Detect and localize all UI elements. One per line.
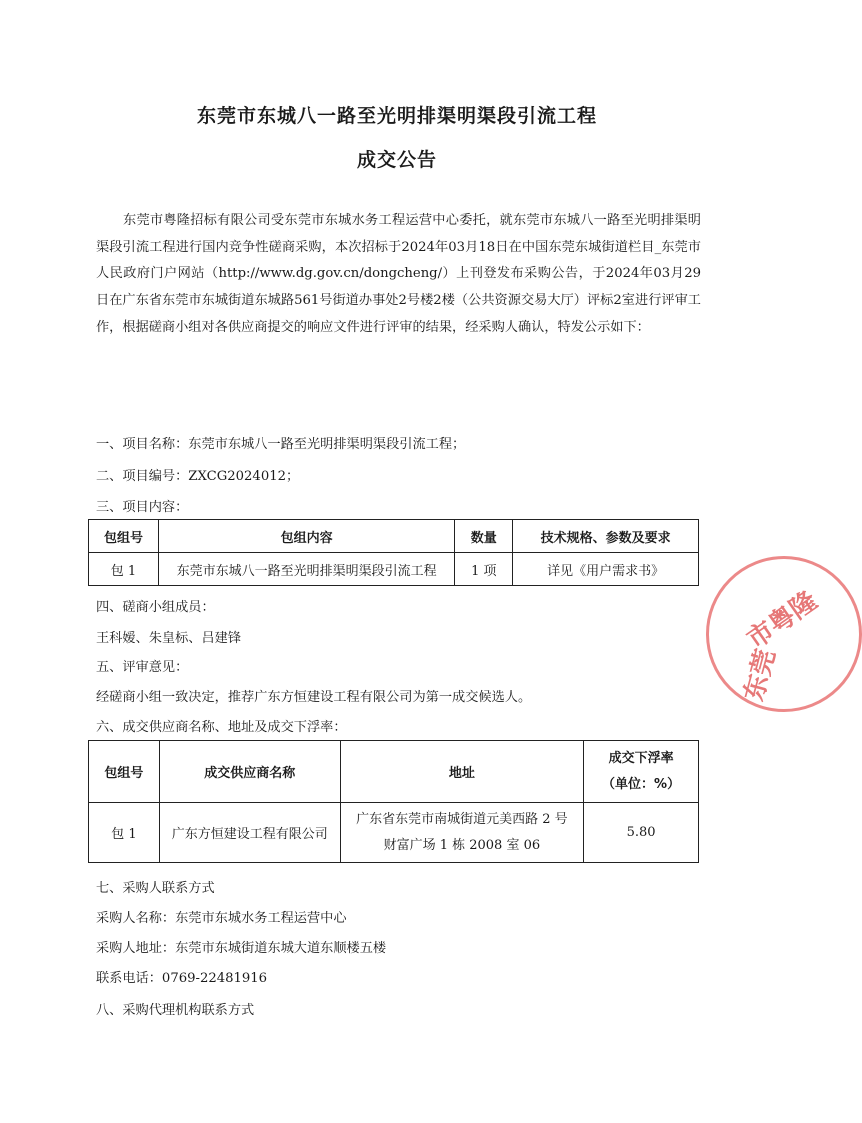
section-agency-contact: 八、采购代理机构联系方式 [96, 1003, 255, 1018]
address-line: 财富广场 1 栋 2008 室 06 [383, 837, 541, 853]
section-project-content: 三、项目内容： [96, 500, 189, 515]
table-cell [340, 803, 584, 863]
section-project-number: 二、项目编号：ZXCG2024012； [96, 469, 300, 484]
table-cell: 包 1 [89, 553, 159, 586]
document-subtitle: 成交公告 [356, 149, 437, 171]
table-header-cell: 地址 [340, 741, 584, 803]
buyer-phone: 联系电话：0769-22481916 [96, 971, 268, 986]
intro-paragraph: 东莞市粤隆招标有限公司受东莞市东城水务工程运营中心委托，就东莞市东城八一路至光明排渠明渠段引流工程进行国内竞争性磋商采购，本次招标于2024年03月18日在中国东莞东城街道栏目_东莞市人民政府门户网站（http://www.dg.gov.cn/dongcheng/）上刊登发布采购公告，于2024年03月29日在广东省东莞市东城街道东城路561号街道办事处2号楼2楼（公共资源交易大厅）评标2室进行评审工作，根据磋商小组对各供应商提交的响应文件进行评审的结果，经采购人确认，特发公示如下： [96, 213, 701, 335]
table-header-cell: 包组内容 [158, 520, 454, 553]
section-project-name: 一、项目名称：东莞市东城八一路至光明排渠明渠段引流工程； [96, 437, 466, 452]
table-header-cell [584, 741, 699, 803]
seal-text-left: 东莞 [739, 646, 782, 705]
table-header-cell: 技术规格、参数及要求 [513, 520, 699, 553]
section-review-opinion: 五、评审意见： [96, 660, 189, 675]
section-winning-supplier: 六、成交供应商名称、地址及成交下浮率： [96, 720, 347, 735]
table-header-row [89, 520, 699, 553]
table-header-cell: 包组号 [89, 741, 160, 803]
winning-supplier-table [88, 740, 699, 863]
table-header-cell: 包组号 [89, 520, 159, 553]
table-cell: 东莞市东城八一路至光明排渠明渠段引流工程 [158, 553, 454, 586]
review-opinion-text: 经磋商小组一致决定，推荐广东方恒建设工程有限公司为第一成交候选人。 [96, 690, 532, 705]
panel-members: 王科嫒、朱皇标、吕建锋 [96, 631, 242, 646]
section-panel-members: 四、磋商小组成员： [96, 600, 215, 615]
table-cell: 广东方恒建设工程有限公司 [159, 803, 340, 863]
table-row [89, 803, 699, 863]
table-header-cell: 数量 [455, 520, 513, 553]
address-line: 广东省东莞市南城街道元美西路 2 号 [356, 811, 568, 827]
table-cell: 1 项 [455, 553, 513, 586]
rate-header-unit: （单位：%） [602, 776, 681, 792]
table-header-row [89, 741, 699, 803]
table-row [89, 553, 699, 586]
table-cell: 详见《用户需求书》 [513, 553, 699, 586]
table-cell: 5.80 [584, 803, 699, 863]
rate-header-label: 成交下浮率 [608, 750, 674, 766]
document-title: 东莞市东城八一路至光明排渠明渠段引流工程 [196, 105, 597, 127]
table-header-cell: 成交供应商名称 [159, 741, 340, 803]
project-content-table [88, 519, 699, 586]
section-buyer-contact: 七、采购人联系方式 [96, 881, 215, 896]
table-cell: 包 1 [89, 803, 160, 863]
buyer-address: 采购人地址：东莞市东城街道东城大道东顺楼五楼 [96, 941, 387, 956]
buyer-name: 采购人名称：东莞市东城水务工程运营中心 [96, 911, 347, 926]
seal-text-top: 市粤隆 [741, 585, 823, 656]
